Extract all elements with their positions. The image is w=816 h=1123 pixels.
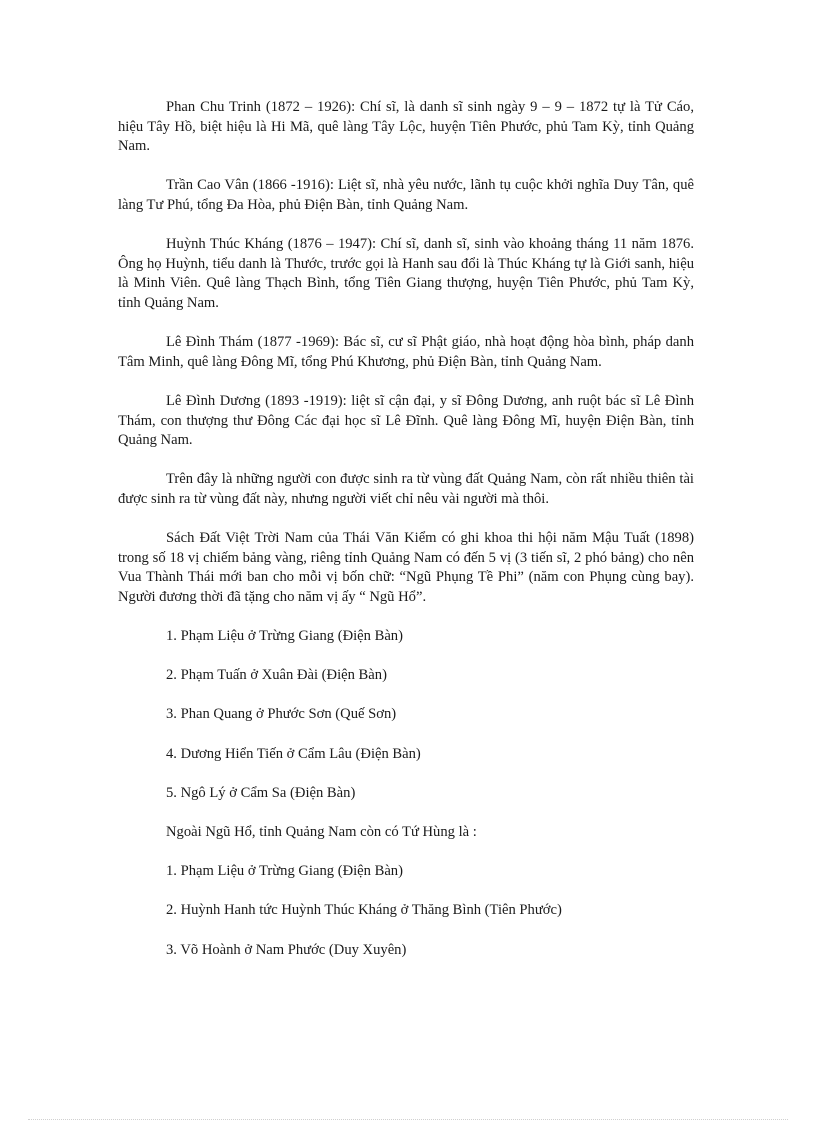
page-bottom-rule — [28, 1119, 788, 1120]
list-item: 1. Phạm Liệu ở Trừng Giang (Điện Bàn) — [166, 628, 403, 645]
ngu-ho-list — [118, 627, 694, 803]
list-item: 5. Ngô Lý ở Cẩm Sa (Điện Bàn) — [166, 784, 356, 801]
paragraph-dat-viet-troi-nam: Sách Đất Việt Trời Nam của Thái Văn Kiểm có ghi khoa thi hội năm Mậu Tuất (1898) trong số 18 vị chiếm bảng vàng, riêng tỉnh Quảng Nam có đến 5 vị (3 tiến sĩ, 2 phó bảng) cho nên Vua Thành Thái mới ban cho mỗi vị bốn chữ: “Ngũ Phụng Tề Phi” (năm con Phụng cùng bay). Người đương thời đã tặng cho năm vị ấy “ Ngũ Hổ”. — [118, 530, 694, 605]
list-item: 3. Phan Quang ở Phước Sơn (Quế Sơn) — [166, 706, 397, 723]
document-body — [118, 98, 694, 980]
list-item: 2. Phạm Tuấn ở Xuân Đài (Điện Bàn) — [166, 667, 387, 684]
tu-hung-list — [118, 862, 694, 960]
paragraph-huynh-thuc-khang: Huỳnh Thúc Kháng (1876 – 1947): Chí sĩ, danh sĩ, sinh vào khoảng tháng 11 năm 1876. Ông họ Huỳnh, tiểu danh là Thước, trước gọi là Hanh sau đổi là Thúc Kháng tự là Giới sanh, hiệu là Minh Viên. Quê làng Thạch Bình, tổng Tiên Giang thượng, huyện Tiên Phước, phủ Tam Kỳ, tỉnh Quảng Nam. — [118, 236, 694, 311]
paragraph-le-dinh-tham: Lê Đình Thám (1877 -1969): Bác sĩ, cư sĩ Phật giáo, nhà hoạt động hòa bình, pháp danh Tâm Minh, quê làng Đông Mĩ, tổng Phú Khương, phủ Điện Bàn, tỉnh Quảng Nam. — [118, 334, 694, 370]
tu-hung-intro: Ngoài Ngũ Hổ, tỉnh Quảng Nam còn có Tứ Hùng là : — [166, 823, 477, 840]
paragraph-le-dinh-duong: Lê Đình Dương (1893 -1919): liệt sĩ cận đại, y sĩ Đông Dương, anh ruột bác sĩ Lê Đình Thám, con thượng thư Đông Các đại học sĩ Lê Đĩnh. Quê làng Đông Mĩ, huyện Điện Bàn, tỉnh Quảng Nam. — [118, 392, 694, 449]
paragraph-phan-chu-trinh: Phan Chu Trinh (1872 – 1926): Chí sĩ, là danh sĩ sinh ngày 9 – 9 – 1872 tự là Tử Cáo, hiệu Tây Hồ, biệt hiệu là Hi Mã, quê làng Tây Lộc, huyện Tiên Phước, phủ Tam Kỳ, tỉnh Quảng Nam. — [118, 99, 694, 155]
list-item: 1. Phạm Liệu ở Trừng Giang (Điện Bàn) — [166, 863, 403, 880]
list-item: 4. Dương Hiển Tiến ở Cẩm Lâu (Điện Bàn) — [166, 745, 421, 762]
list-item: 2. Huỳnh Hanh tức Huỳnh Thúc Kháng ở Thăng Bình (Tiên Phước) — [166, 902, 562, 919]
paragraph-summary: Trên đây là những người con được sinh ra từ vùng đất Quảng Nam, còn rất nhiều thiên tài được sinh ra từ vùng đất này, nhưng người viết chỉ nêu vài người mà thôi. — [118, 471, 694, 507]
paragraph-tran-cao-van: Trần Cao Vân (1866 -1916): Liệt sĩ, nhà yêu nước, lãnh tụ cuộc khởi nghĩa Duy Tân, quê làng Tư Phú, tổng Đa Hòa, phủ Điện Bàn, tỉnh Quảng Nam. — [118, 177, 694, 213]
list-item: 3. Võ Hoành ở Nam Phước (Duy Xuyên) — [166, 941, 407, 958]
